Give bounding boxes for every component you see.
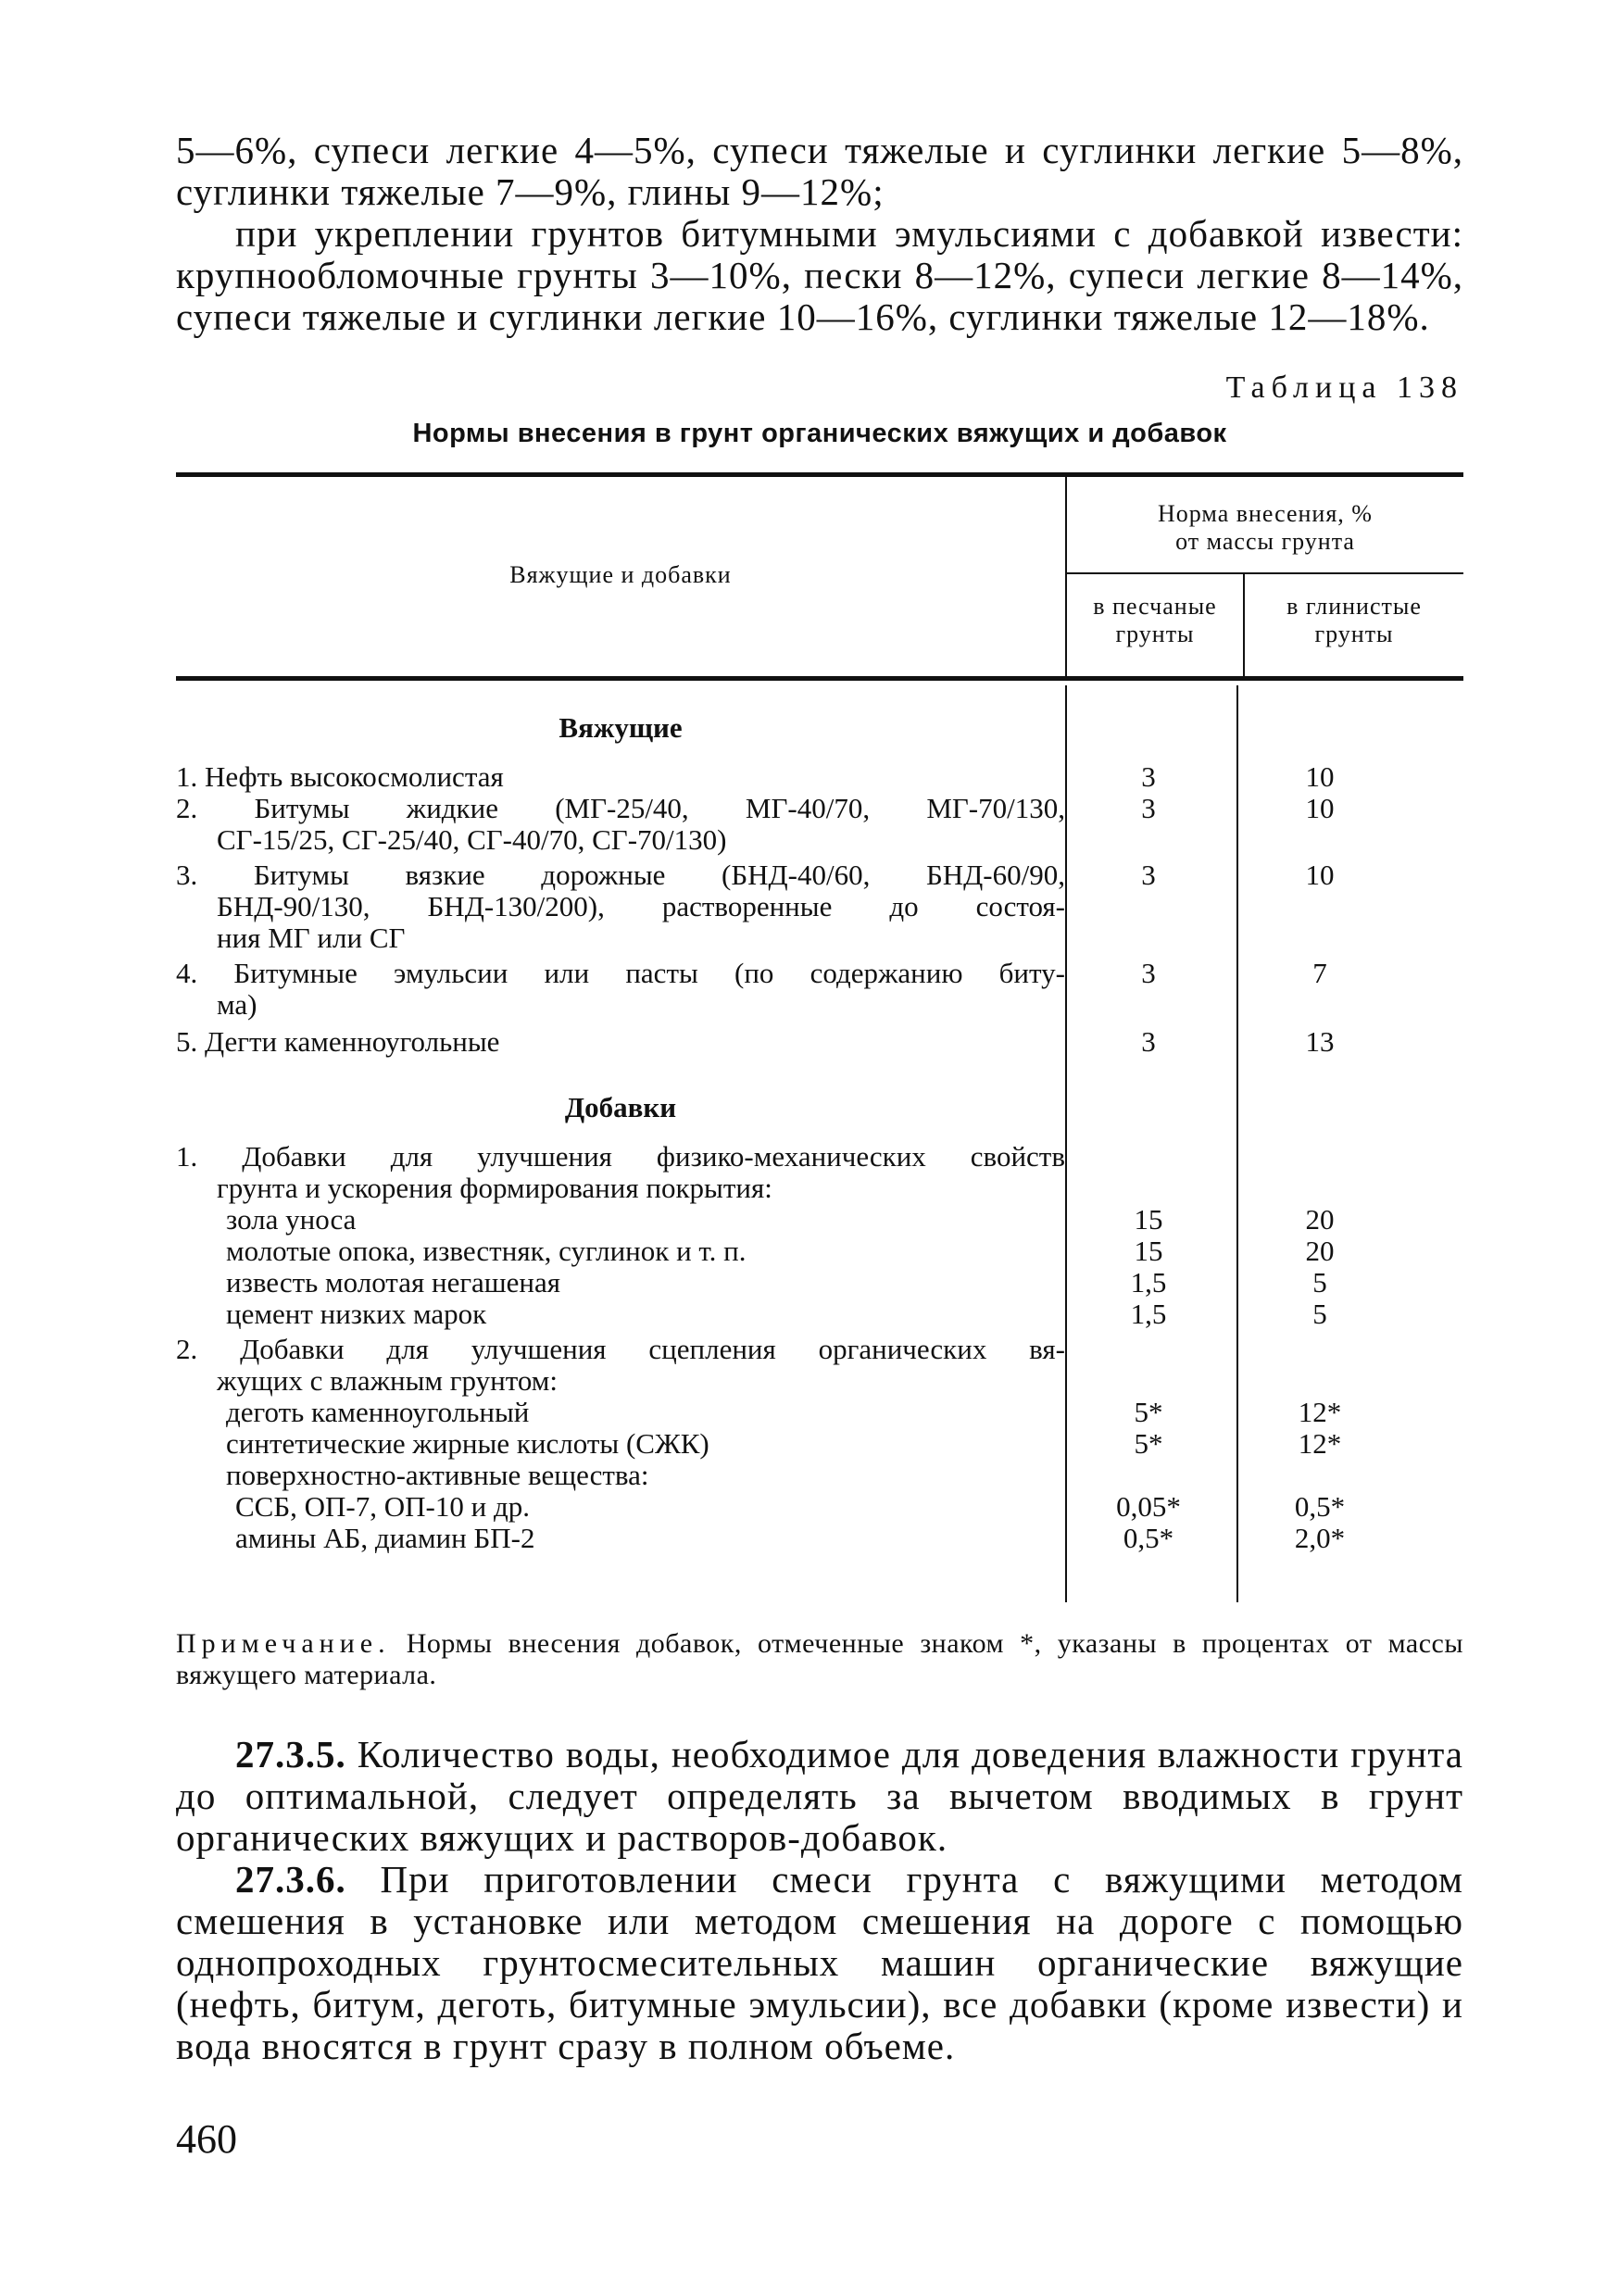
table-caption: Таблица 138: [1225, 370, 1463, 405]
row-sand-value: 3: [1141, 1025, 1156, 1058]
row-label: синтетические жирные кислоты (СЖК): [226, 1427, 709, 1460]
paragraph-27-3-6: [176, 1859, 1463, 2067]
row-label: ма): [217, 988, 257, 1021]
row-label: грунта и ускорения формирования покрытия:: [217, 1172, 772, 1204]
row-label: известь молотая негашеная: [226, 1266, 561, 1299]
intro-line-2: при укреплении грунтов битумными эмульсиями с добавкой извести: крупнообломочные грунты 3—10%, пески 8—12%, супеси легкие 8—14%, супеси тяжелые и суглинки легкие 10—16%, суглинки тяжелые 12—18%.: [176, 212, 1463, 338]
row-sand-value: 0,05*: [1116, 1490, 1181, 1523]
table-row: [176, 958, 1463, 989]
table-row: [176, 891, 1463, 922]
row-sand-value: 3: [1141, 859, 1156, 891]
row-label: молотые опока, известняк, суглинок и т. п.: [226, 1235, 747, 1267]
table-row: [176, 1365, 1463, 1397]
row-label: амины АБ, диамин БП-2: [235, 1522, 535, 1554]
row-label: 1. Добавки для улучшения физико-механических свойств: [176, 1140, 1065, 1173]
table-row: [176, 1299, 1463, 1330]
row-sand-value: 3: [1141, 760, 1156, 793]
header-clay-line-2: грунты: [1314, 621, 1394, 647]
table-row: [176, 824, 1463, 856]
header-sand: [1067, 593, 1243, 648]
row-label: СГ-15/25, СГ-25/40, СГ-40/70, СГ-70/130): [217, 823, 727, 856]
row-sand-value: 15: [1134, 1235, 1163, 1267]
header-norm-line-2: от массы грунта: [1175, 528, 1355, 555]
row-clay-value: 10: [1305, 760, 1335, 793]
row-label: БНД-90/130, БНД-130/200), растворенные до состоя-: [217, 890, 1065, 922]
table-row: [176, 1334, 1463, 1365]
header-binders: Вяжущие и добавки: [509, 561, 732, 588]
row-clay-value: 10: [1305, 859, 1335, 891]
table-row: [176, 1523, 1463, 1554]
intro-text: [176, 130, 1463, 338]
table-row: [176, 1173, 1463, 1204]
header-clay: [1245, 593, 1463, 648]
section-number: 27.3.6.: [235, 1858, 346, 1901]
table-row: [176, 793, 1463, 824]
row-clay-value: 7: [1312, 957, 1327, 989]
row-label: 2. Битумы жидкие (МГ-25/40, МГ-40/70, МГ-70/130,: [176, 792, 1065, 824]
table-row: [176, 1460, 1463, 1491]
table-row: [176, 761, 1463, 793]
table-title: Нормы внесения в грунт органических вяжущих и добавок: [412, 419, 1227, 448]
row-label: 4. Битумные эмульсии или пасты (по содержанию биту-: [176, 957, 1065, 989]
row-clay-value: 10: [1305, 792, 1335, 824]
section-text: При приготовлении смеси грунта с вяжущими методом смешения в установке или методом смешения на дороге с помощью однопроходных грунтосмесительных машин органические вяжущие (нефть, битум, деготь, битумные эмульсии), все добавки (кроме извести) и вода вносятся в грунт сразу в полном объеме.: [176, 1858, 1463, 2067]
section-number: 27.3.5.: [235, 1733, 346, 1775]
header-norm: [1067, 500, 1463, 556]
body-text: [176, 1734, 1463, 2067]
table-subheader-rule: [1065, 572, 1463, 574]
row-clay-value: 5: [1312, 1266, 1327, 1299]
table-row: [176, 1204, 1463, 1236]
table-header-rule: [176, 676, 1463, 681]
row-sand-value: 0,5*: [1123, 1522, 1174, 1554]
header-clay-line-1: в глинистые: [1286, 593, 1422, 620]
table-row: [176, 859, 1463, 891]
row-label: 5. Дегти каменноугольные: [176, 1025, 500, 1058]
row-label: поверхностно-активные вещества:: [226, 1459, 649, 1491]
note-prefix: Примечание.: [176, 1628, 391, 1659]
row-sand-value: 15: [1134, 1203, 1163, 1236]
row-clay-value: 12*: [1298, 1396, 1342, 1428]
row-label: 1. Нефть высокосмолистая: [176, 760, 504, 793]
table-row: [176, 989, 1463, 1021]
header-sand-line-2: грунты: [1115, 621, 1195, 647]
row-sand-value: 1,5: [1130, 1266, 1167, 1299]
section-text: Количество воды, необходимое для доведения влажности грунта до оптимальной, следует определять за вычетом вводимых в грунт органических вяжущих и растворов-добавок.: [176, 1733, 1463, 1859]
row-label: 3. Битумы вязкие дорожные (БНД-40/60, БНД-60/90,: [176, 859, 1065, 891]
table-row: [176, 1267, 1463, 1299]
header-sand-line-1: в песчаные: [1093, 593, 1217, 620]
table-top-rule: [176, 472, 1463, 477]
intro-line-1: 5—6%, супеси легкие 4—5%, супеси тяжелые и суглинки легкие 5—8%, суглинки тяжелые 7—9%, глины 9—12%;: [176, 129, 1463, 213]
row-sand-value: 5*: [1134, 1396, 1163, 1428]
row-label: жущих с влажным грунтом:: [217, 1364, 558, 1397]
table-row: [176, 922, 1463, 954]
table-row: [176, 1397, 1463, 1428]
row-label: ССБ, ОП-7, ОП-10 и др.: [235, 1490, 530, 1523]
row-sand-value: 3: [1141, 792, 1156, 824]
row-clay-value: 2,0*: [1294, 1522, 1346, 1554]
header-norm-line-1: Норма внесения, %: [1158, 500, 1373, 527]
row-clay-value: 20: [1305, 1203, 1335, 1236]
table-row: [176, 1491, 1463, 1523]
row-sand-value: 5*: [1134, 1427, 1163, 1460]
row-label: деготь каменноугольный: [226, 1396, 530, 1428]
row-clay-value: 20: [1305, 1235, 1335, 1267]
row-label: зола уноса: [226, 1203, 357, 1236]
note-text: Нормы внесения добавок, отмеченные знаком *, указаны в процентах от массы вяжущего материала.: [176, 1628, 1463, 1690]
table-row: [176, 1026, 1463, 1058]
row-clay-value: 5: [1312, 1298, 1327, 1330]
table-row: [176, 1141, 1463, 1173]
section-binders: Вяжущие: [558, 711, 683, 744]
paragraph-27-3-5: [176, 1734, 1463, 1859]
table-note: [176, 1628, 1463, 1691]
row-sand-value: 1,5: [1130, 1298, 1167, 1330]
row-label: цемент низких марок: [226, 1298, 487, 1330]
row-sand-value: 3: [1141, 957, 1156, 989]
row-label: 2. Добавки для улучшения сцепления органических вя-: [176, 1333, 1065, 1365]
row-label: ния МГ или СГ: [217, 922, 406, 954]
row-clay-value: 0,5*: [1294, 1490, 1346, 1523]
row-clay-value: 12*: [1298, 1427, 1342, 1460]
page-number: 460: [176, 2116, 237, 2162]
row-clay-value: 13: [1305, 1025, 1335, 1058]
table-row: [176, 1236, 1463, 1267]
table-row: [176, 1428, 1463, 1460]
section-additives: Добавки: [564, 1091, 677, 1123]
